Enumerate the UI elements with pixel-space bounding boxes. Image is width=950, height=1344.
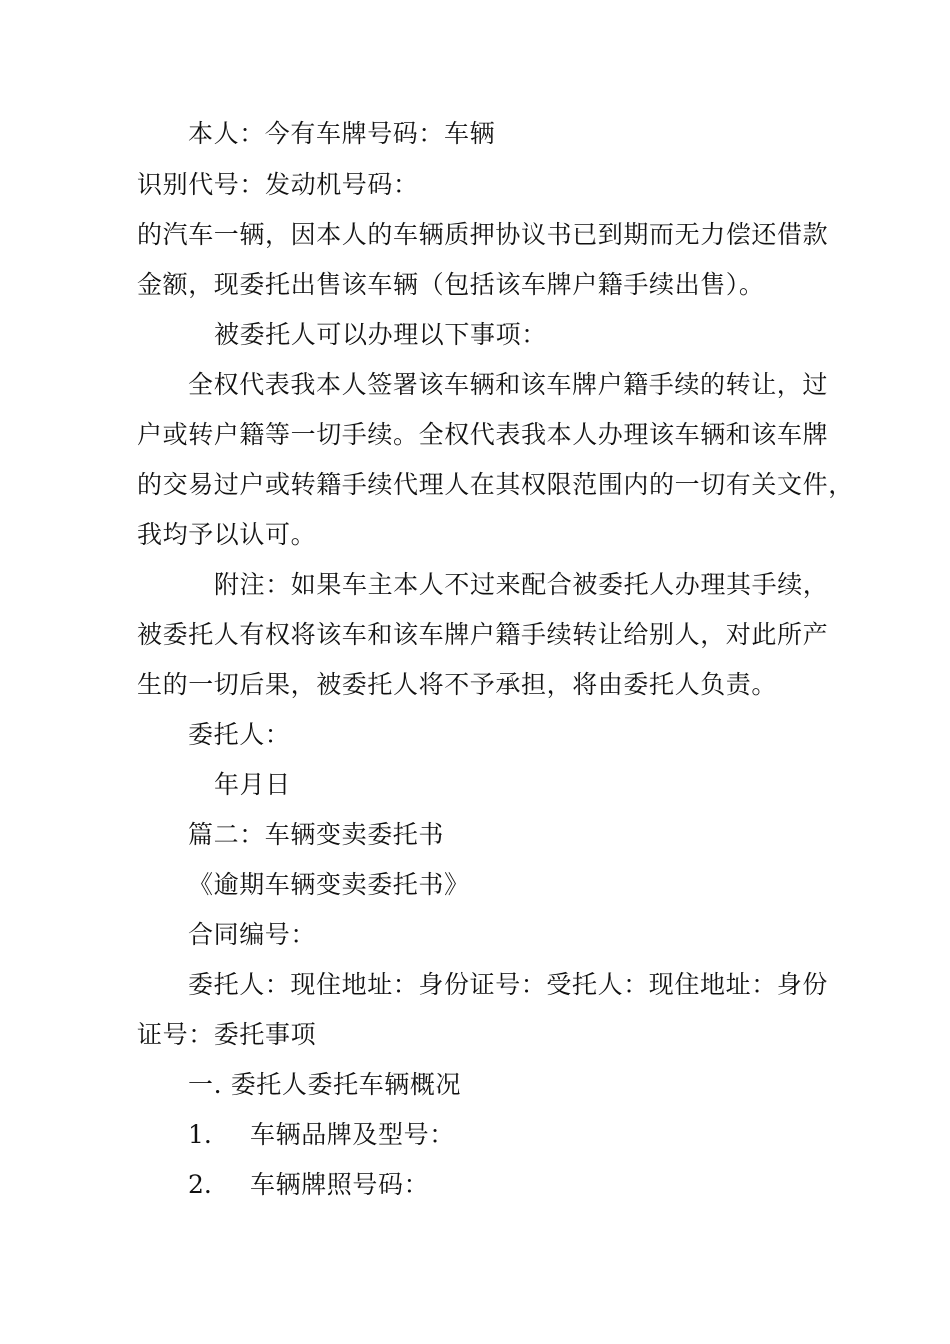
principal-label: 委托人： [188, 720, 291, 749]
date-label: 年月日 [214, 770, 291, 799]
contract-number-label: 合同编号： [188, 920, 317, 949]
paragraph-2-line-3: 的交易过户或转籍手续代理人在其权限范围内的一切有关文件， [137, 470, 854, 499]
section-1-heading: 一. 委托人委托车辆概况 [188, 1070, 462, 1099]
paragraph-1-line-4: 金额，现委托出售该车辆（包括该车牌户籍手续出售）。 [137, 270, 765, 299]
book-title: 《逾期车辆变卖委托书》 [188, 870, 470, 899]
paragraph-1-line-3: 的汽车一辆，因本人的车辆质押协议书已到期而无力偿还借款 [137, 220, 829, 249]
list-item-2-text: 车辆牌照号码： [250, 1170, 430, 1199]
note-line-3: 生的一切后果，被委托人将不予承担，将由委托人负责。 [137, 670, 778, 699]
items-heading: 被委托人可以办理以下事项： [214, 320, 547, 349]
list-item-1-number: 1. [188, 1120, 212, 1149]
part-two-title: 篇二：车辆变卖委托书 [188, 820, 445, 849]
paragraph-2-line-2: 户或转户籍等一切手续。全权代表我本人办理该车辆和该车牌 [137, 420, 829, 449]
list-item-1-text: 车辆品牌及型号： [250, 1120, 455, 1149]
parties-line-2: 证号：委托事项 [137, 1020, 317, 1049]
parties-line-1: 委托人：现住地址：身份证号：受托人：现住地址：身份 [188, 970, 829, 999]
list-item-2-number: 2. [188, 1170, 212, 1199]
note-line-2: 被委托人有权将该车和该车牌户籍手续转让给别人，对此所产 [137, 620, 829, 649]
paragraph-1-line-1: 本人：今有车牌号码：车辆 [188, 119, 496, 148]
paragraph-2-line-4: 我均予以认可。 [137, 520, 317, 549]
note-line-1: 附注：如果车主本人不过来配合被委托人办理其手续， [214, 570, 829, 599]
paragraph-1-line-2: 识别代号：发动机号码： [137, 170, 419, 199]
paragraph-2-line-1: 全权代表我本人签署该车辆和该车牌户籍手续的转让，过 [188, 370, 829, 399]
